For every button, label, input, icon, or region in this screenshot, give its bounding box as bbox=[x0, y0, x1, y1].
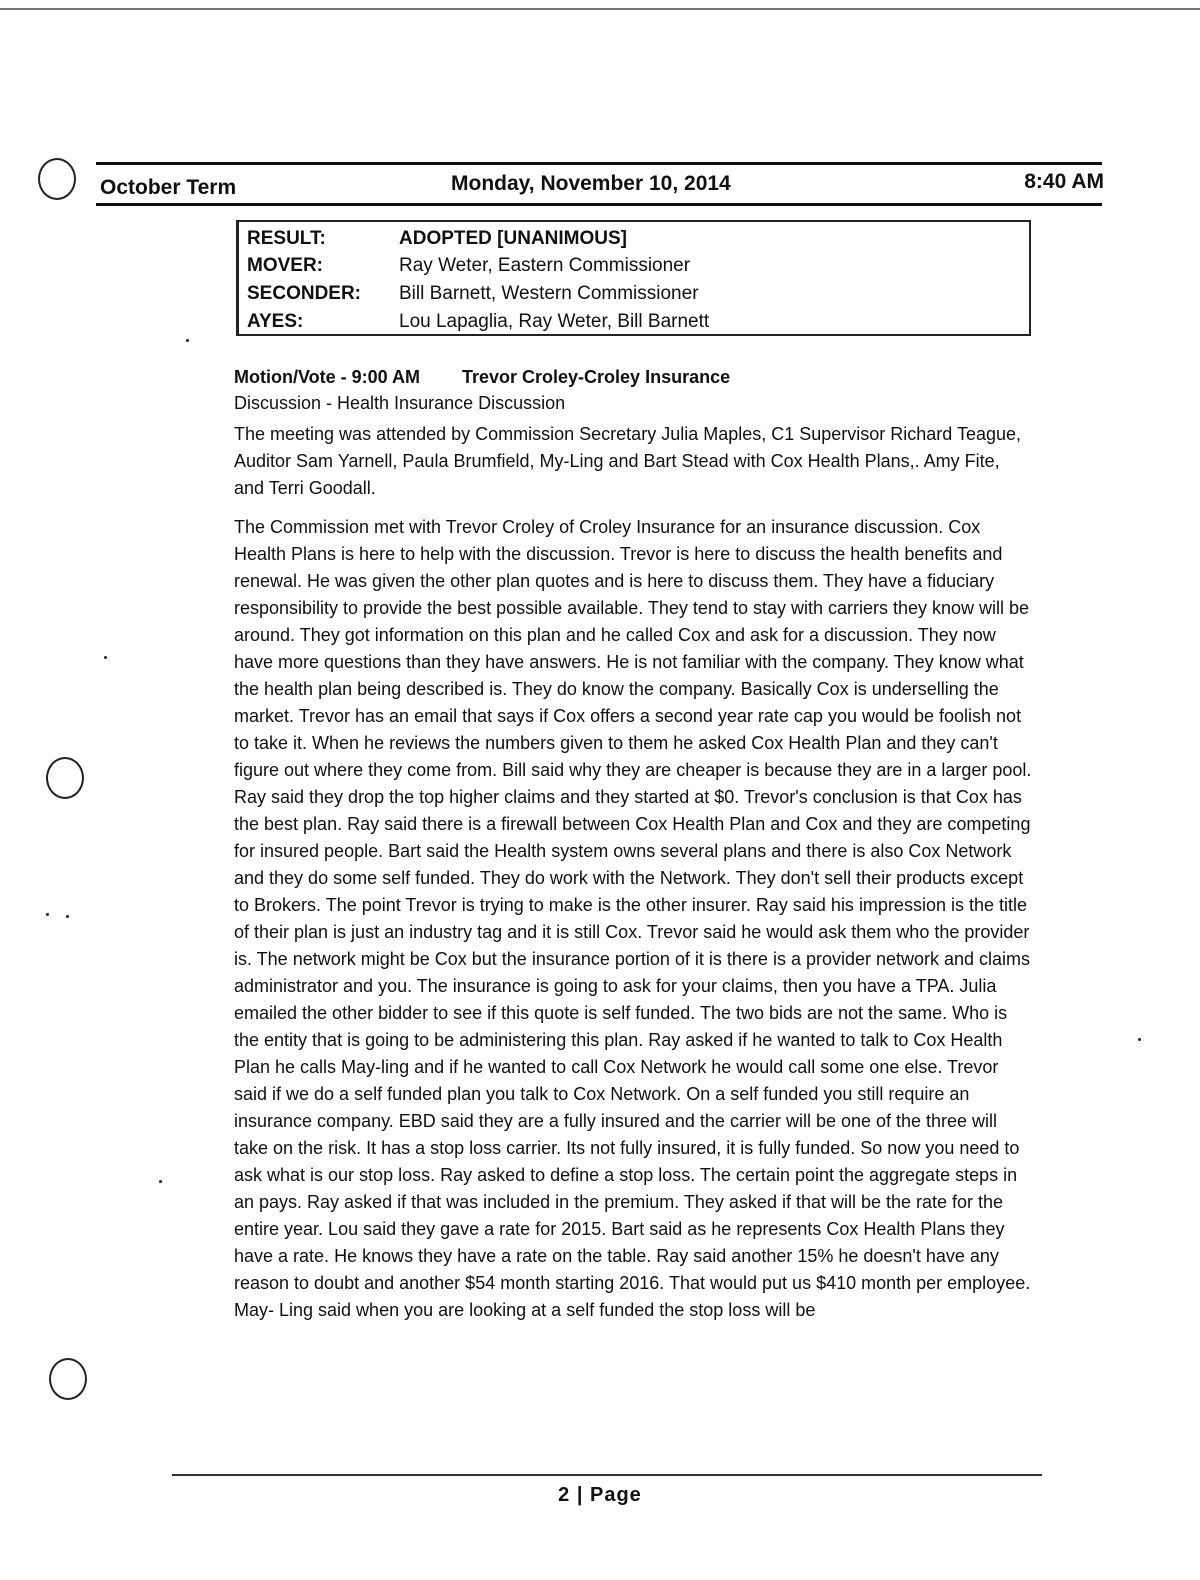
attendance-paragraph: The meeting was attended by Commission Secretary Julia Maples, C1 Supervisor Richard Teague, Auditor Sam Yarnell, Paula Brumfield, My-Ling and Bart Stead with Cox Health Plans,. Amy Fite, and Terri Goodall. bbox=[234, 424, 1022, 498]
scan-speck bbox=[1138, 1038, 1141, 1041]
result-label: RESULT: bbox=[247, 228, 326, 249]
scan-speck bbox=[104, 656, 107, 659]
scan-edge-line bbox=[0, 8, 1200, 10]
footer-rule bbox=[172, 1474, 1042, 1476]
punch-hole-bottom bbox=[49, 1358, 87, 1400]
mover-value: Ray Weter, Eastern Commissioner bbox=[399, 255, 691, 276]
result-value: ADOPTED [UNANIMOUS] bbox=[399, 228, 627, 249]
discussion-heading: Discussion - Health Insurance Discussion bbox=[234, 393, 566, 413]
discussion-paragraph: The Commission met with Trevor Croley of Croley Insurance for an insurance discussion. Cox Health Plans is here to help with the discussion. Trevor is here to discuss the health benefits and renewal. He was given the other plan quotes and is here to discuss them. They have a fiduciary responsibility to provide the best possible available. They tend to stay with carriers they know will be around. They got information on this plan and he called Cox and ask for a discussion. They now have more questions than they have answers. He is not familiar with the company. They know what the health plan being described is. They do know the company. Basically Cox is underselling the market. Trevor has an email that says if Cox offers a second year rate cap you would be foolish not to take it. When he reviews the numbers given to them he asked Cox Health Plan and they can't figure out where they come from. Bill said why they are cheaper is because they are in a larger pool. Ray said they drop the top higher claims and they started at $0. Trevor's conclusion is that Cox has the best plan. Ray said there is a firewall between Cox Health Plan and Cox and they are competing for insured people. Bart said the Health system owns several plans and there is also Cox Network and they do some self funded. They do work with the Network. They don't sell their products except to Brokers. The point Trevor is trying to make is the other insurer. Ray said his impression is the title of their plan is just an industry tag and it is still Cox. Trevor said he would ask them who the provider is. The network might be Cox but the insurance portion of it is there is a provider network and claims administrator and you. The insurance is going to ask for your claims, then you have a TPA. Julia emailed the other bidder to see if this quote is self funded. The two bids are not the same. Who is the entity that is going to be administering this plan. Ray asked if he wanted to talk to Cox Health Plan he calls May-ling and if he wanted to call Cox Network he would call some one else. Trevor said if we do a self funded plan you talk to Cox Network. On a self funded you still require an insurance company. EBD said they are a fully insured and the carrier will be one of the three will take on the risk. It has a stop loss carrier. Its not fully insured, it is fully funded. So now you need to ask what is our stop loss. Ray asked to define a stop loss. The certain point the aggregate steps in an pays. Ray asked if that was included in the premium. They asked if that will be the rate for the entire year. Lou said they gave a rate for 2015. Bart said as he represents Cox Health Plans they have a rate. He knows they have a rate on the table. Ray said another 15% he doesn't have any reason to doubt and another $54 month starting 2016. That would put us $410 month per employee. May- Ling said when you are looking at a self funded the stop loss will be bbox=[234, 517, 1032, 1320]
motion-heading bbox=[234, 367, 1034, 393]
scan-speck bbox=[159, 1180, 162, 1183]
minutes-body bbox=[234, 367, 1034, 1324]
term-label: October Term bbox=[100, 176, 237, 199]
header-rule-top bbox=[96, 162, 1102, 165]
scan-speck bbox=[66, 915, 69, 918]
scan-speck bbox=[46, 913, 49, 916]
ayes-label: AYES: bbox=[247, 311, 304, 332]
mover-label: MOVER: bbox=[247, 255, 323, 276]
punch-hole-top bbox=[38, 158, 76, 200]
meeting-time: 8:40 AM bbox=[1024, 170, 1104, 193]
punch-hole-middle bbox=[46, 757, 84, 799]
motion-title: Trevor Croley-Croley Insurance bbox=[462, 367, 731, 387]
motion-time: Motion/Vote - 9:00 AM bbox=[234, 367, 420, 387]
scan-speck bbox=[186, 339, 189, 342]
seconder-label: SECONDER: bbox=[247, 283, 362, 304]
page-number: 2 | Page bbox=[558, 1484, 642, 1506]
header-rule-bottom bbox=[96, 203, 1102, 206]
ayes-value: Lou Lapaglia, Ray Weter, Bill Barnett bbox=[399, 311, 710, 332]
vote-result-box bbox=[236, 220, 1031, 336]
meeting-date: Monday, November 10, 2014 bbox=[451, 172, 731, 195]
seconder-value: Bill Barnett, Western Commissioner bbox=[399, 283, 699, 304]
